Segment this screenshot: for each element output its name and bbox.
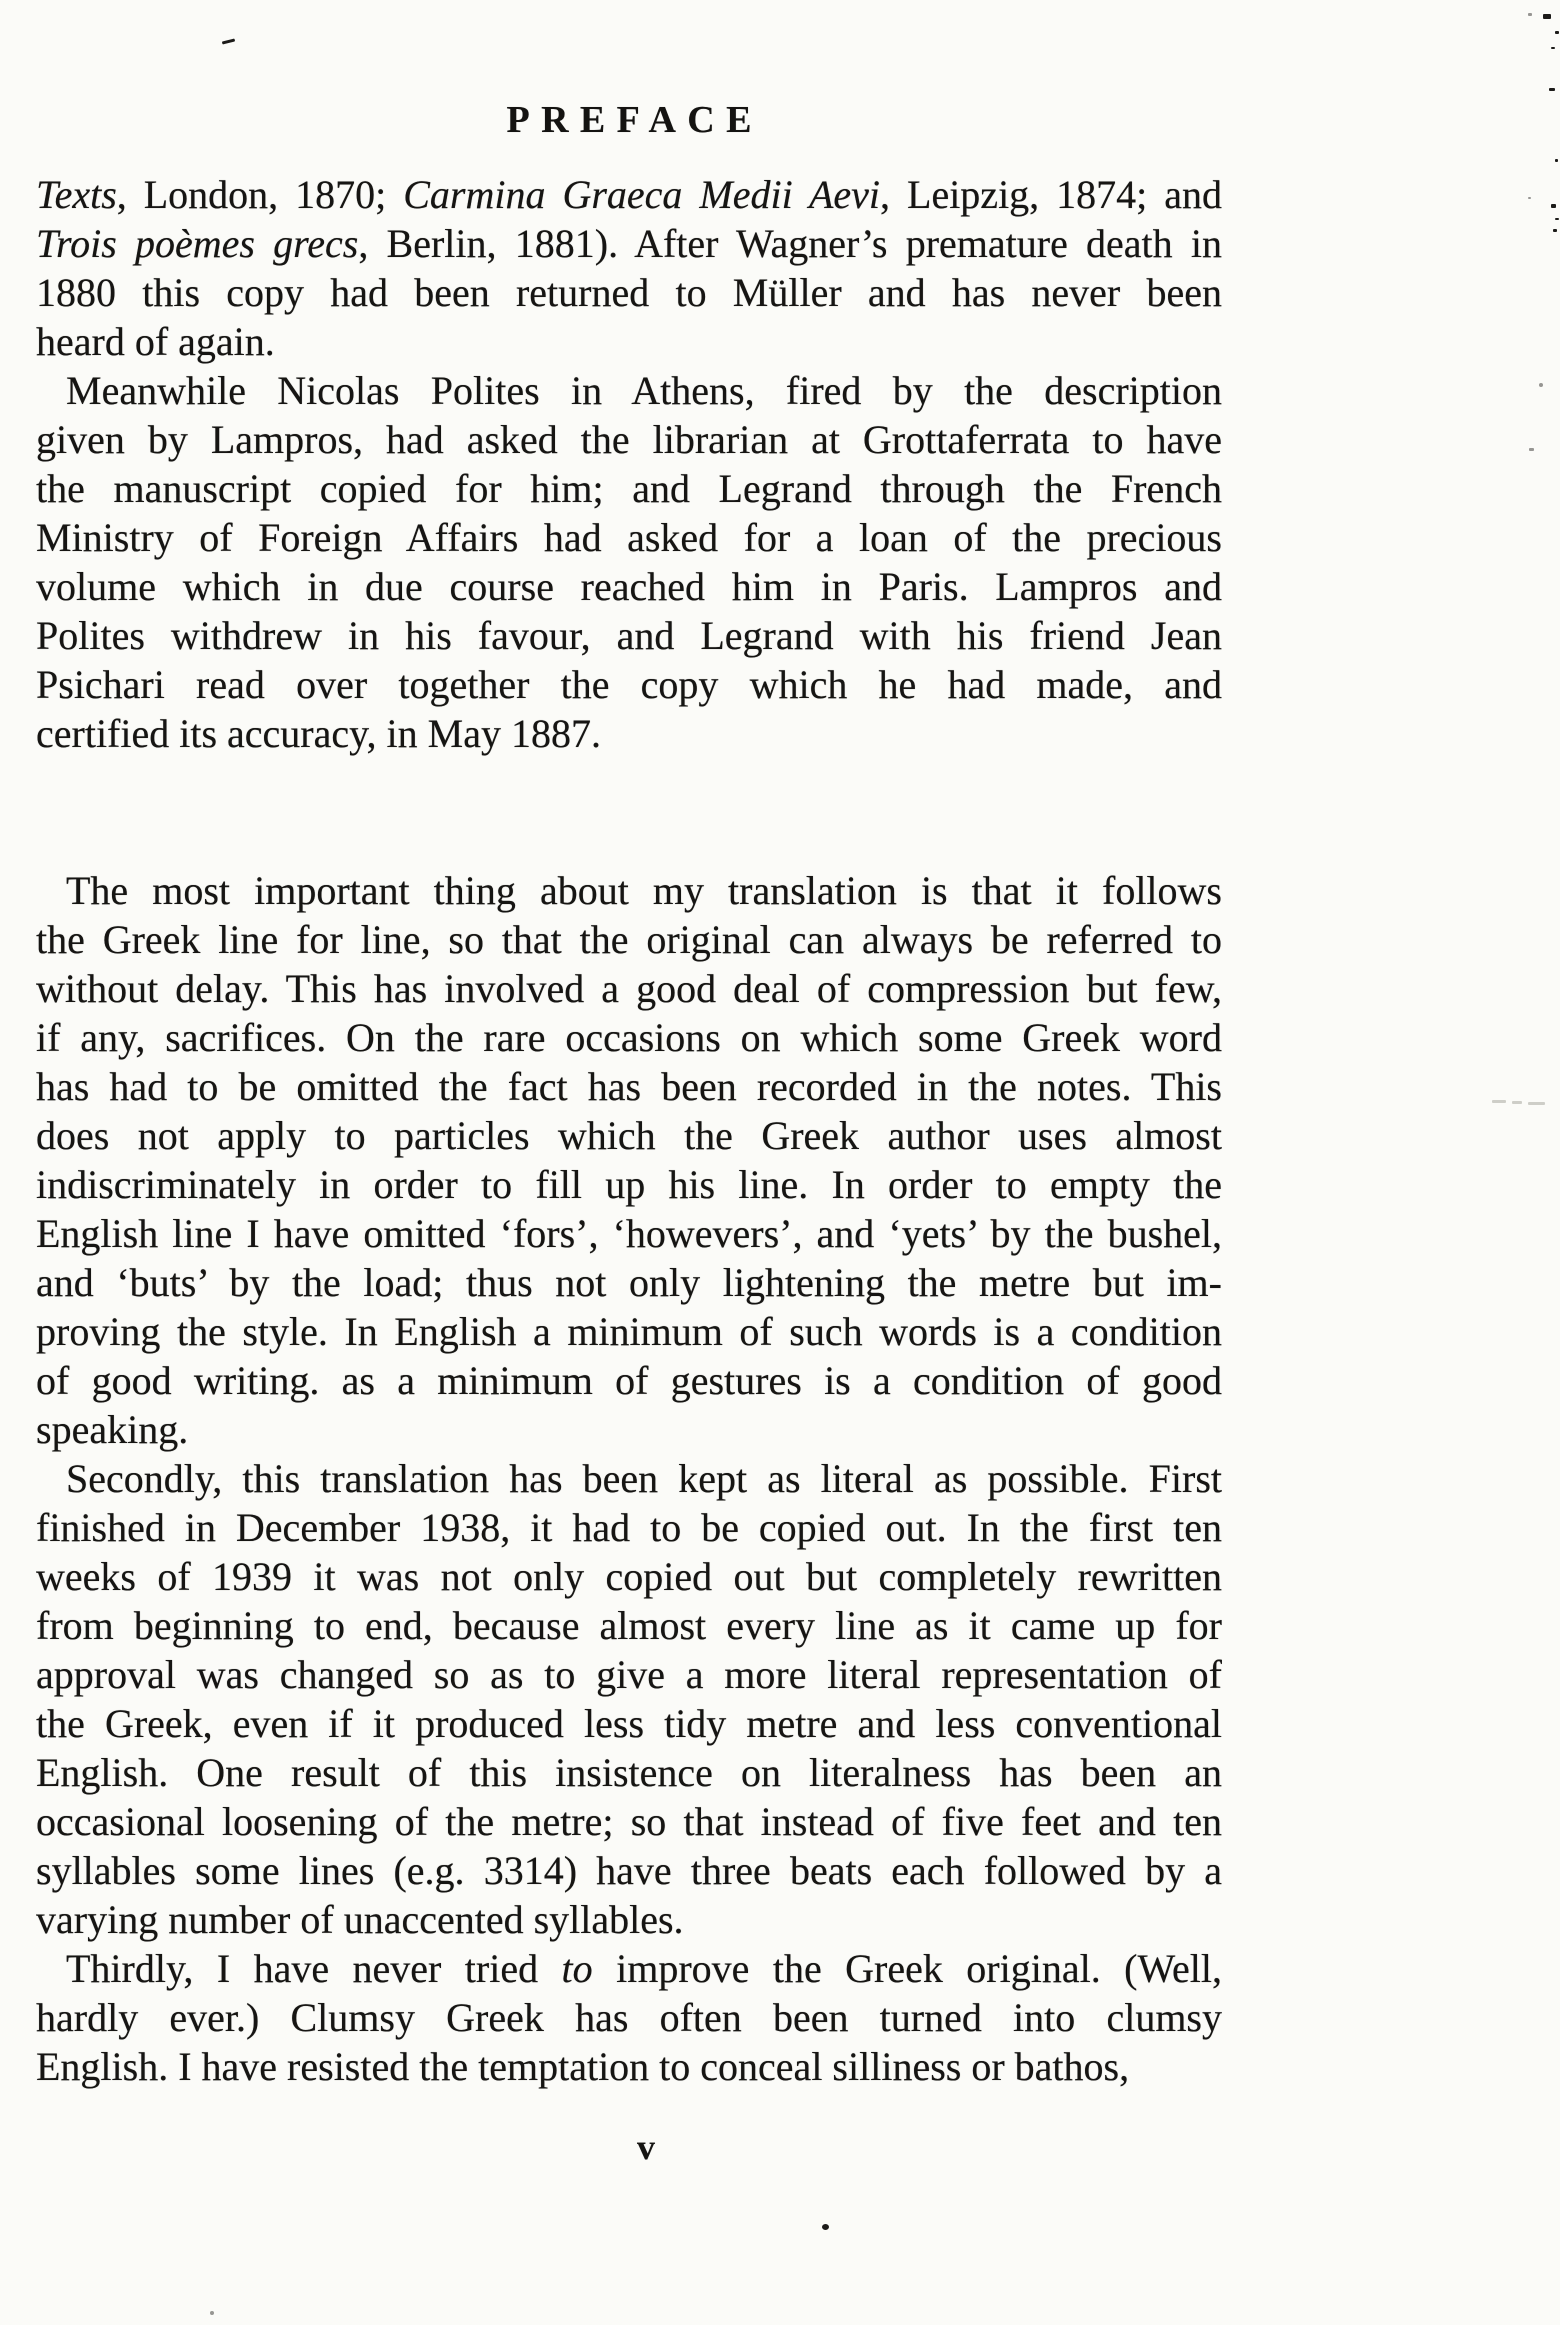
text-line: the manuscript copied for him; and Legrand through the French xyxy=(36,466,1222,511)
text-line: finished in December 1938, it had to be copied out. In the first ten xyxy=(36,1505,1222,1550)
text-line: Ministry of Foreign Affairs had asked for a loan of the precious xyxy=(36,515,1222,560)
scan-speck xyxy=(1549,88,1555,91)
scan-speck xyxy=(1512,1101,1522,1104)
scan-speck xyxy=(1528,13,1532,16)
text-line: The most important thing about my translation is that it follows xyxy=(66,868,1222,913)
text-line: volume which in due course reached him in Paris. Lampros and xyxy=(36,564,1222,609)
text-line: approval was changed so as to give a more literal representation of xyxy=(36,1652,1222,1697)
scan-speck xyxy=(1539,383,1543,387)
paragraph xyxy=(36,366,1222,758)
text-line: and ‘buts’ by the load; thus not only lightening the metre but im- xyxy=(36,1260,1222,1305)
paragraph xyxy=(36,866,1222,1454)
text-line: Polites withdrew in his favour, and Legrand with his friend Jean xyxy=(36,613,1222,658)
text-line: given by Lampros, had asked the librarian at Grottaferrata to have xyxy=(36,417,1222,462)
scan-speck xyxy=(210,2311,214,2315)
text-line: heard of again. xyxy=(36,319,275,364)
paragraph xyxy=(36,1454,1222,1944)
scan-speck xyxy=(1551,204,1556,208)
text-line: 1880 this copy had been returned to Müller and has never been xyxy=(36,270,1222,315)
scan-speck xyxy=(822,2224,829,2230)
scan-speck xyxy=(1528,197,1531,199)
scan-speck xyxy=(1551,47,1555,49)
text-line: indiscriminately in order to fill up his line. In order to empty the xyxy=(36,1162,1222,1207)
text-line: of good writing. as a minimum of gestures is a condition of good xyxy=(36,1358,1222,1403)
text-line: does not apply to particles which the Greek author uses almost xyxy=(36,1113,1222,1158)
page-number: v xyxy=(637,2127,655,2167)
text-line: Trois poèmes grecs, Berlin, 1881). After Wagner’s premature death in xyxy=(36,221,1222,266)
text-line: has had to be omitted the fact has been recorded in the notes. This xyxy=(36,1064,1222,1109)
scan-speck xyxy=(1555,218,1559,220)
text-line: occasional loosening of the metre; so that instead of five feet and ten xyxy=(36,1799,1222,1844)
scan-speck xyxy=(1553,229,1557,232)
scan-speck xyxy=(222,38,235,44)
text-line: Psichari read over together the copy which he had made, and xyxy=(36,662,1222,707)
text-line: the Greek, even if it produced less tidy metre and less conventional xyxy=(36,1701,1222,1746)
text-line: weeks of 1939 it was not only copied out but completely rewritten xyxy=(36,1554,1222,1599)
text-line: Meanwhile Nicolas Polites in Athens, fired by the description xyxy=(66,368,1222,413)
paragraph xyxy=(36,170,1222,366)
text-line: Thirdly, I have never tried to improve the Greek original. (Well, xyxy=(66,1946,1222,1991)
text-line: English line I have omitted ‘fors’, ‘howevers’, and ‘yets’ by the bushel, xyxy=(36,1211,1222,1256)
text-line: speaking. xyxy=(36,1407,189,1452)
text-line: hardly ever.) Clumsy Greek has often been turned into clumsy xyxy=(36,1995,1222,2040)
paragraph xyxy=(36,1944,1222,2091)
text-line: if any, sacrifices. On the rare occasions on which some Greek word xyxy=(36,1015,1222,1060)
scan-speck xyxy=(1528,1102,1545,1105)
scan-speck xyxy=(1555,159,1558,162)
text-line: English. One result of this insistence on literalness has been an xyxy=(36,1750,1222,1795)
page-title: PREFACE xyxy=(506,99,763,141)
text-line: certified its accuracy, in May 1887. xyxy=(36,711,601,756)
text-line: the Greek line for line, so that the original can always be referred to xyxy=(36,917,1222,962)
text-line: from beginning to end, because almost every line as it came up for xyxy=(36,1603,1222,1648)
scan-speck xyxy=(1555,31,1559,34)
text-block xyxy=(36,170,1222,2091)
scan-speck xyxy=(1529,448,1534,451)
text-line: Secondly, this translation has been kept as literal as possible. First xyxy=(66,1456,1222,1501)
text-line: Texts, London, 1870; Carmina Graeca Medii Aevi, Leipzig, 1874; and xyxy=(36,172,1222,217)
text-line: syllables some lines (e.g. 3314) have three beats each followed by a xyxy=(36,1848,1222,1893)
text-line: English. I have resisted the temptation to conceal silliness or bathos, xyxy=(36,2044,1130,2089)
text-line: varying number of unaccented syllables. xyxy=(36,1897,684,1942)
scan-speck xyxy=(1543,14,1551,19)
text-line: proving the style. In English a minimum of such words is a condition xyxy=(36,1309,1222,1354)
text-line: without delay. This has involved a good deal of compression but few, xyxy=(36,966,1222,1011)
scan-speck xyxy=(1492,1100,1506,1103)
